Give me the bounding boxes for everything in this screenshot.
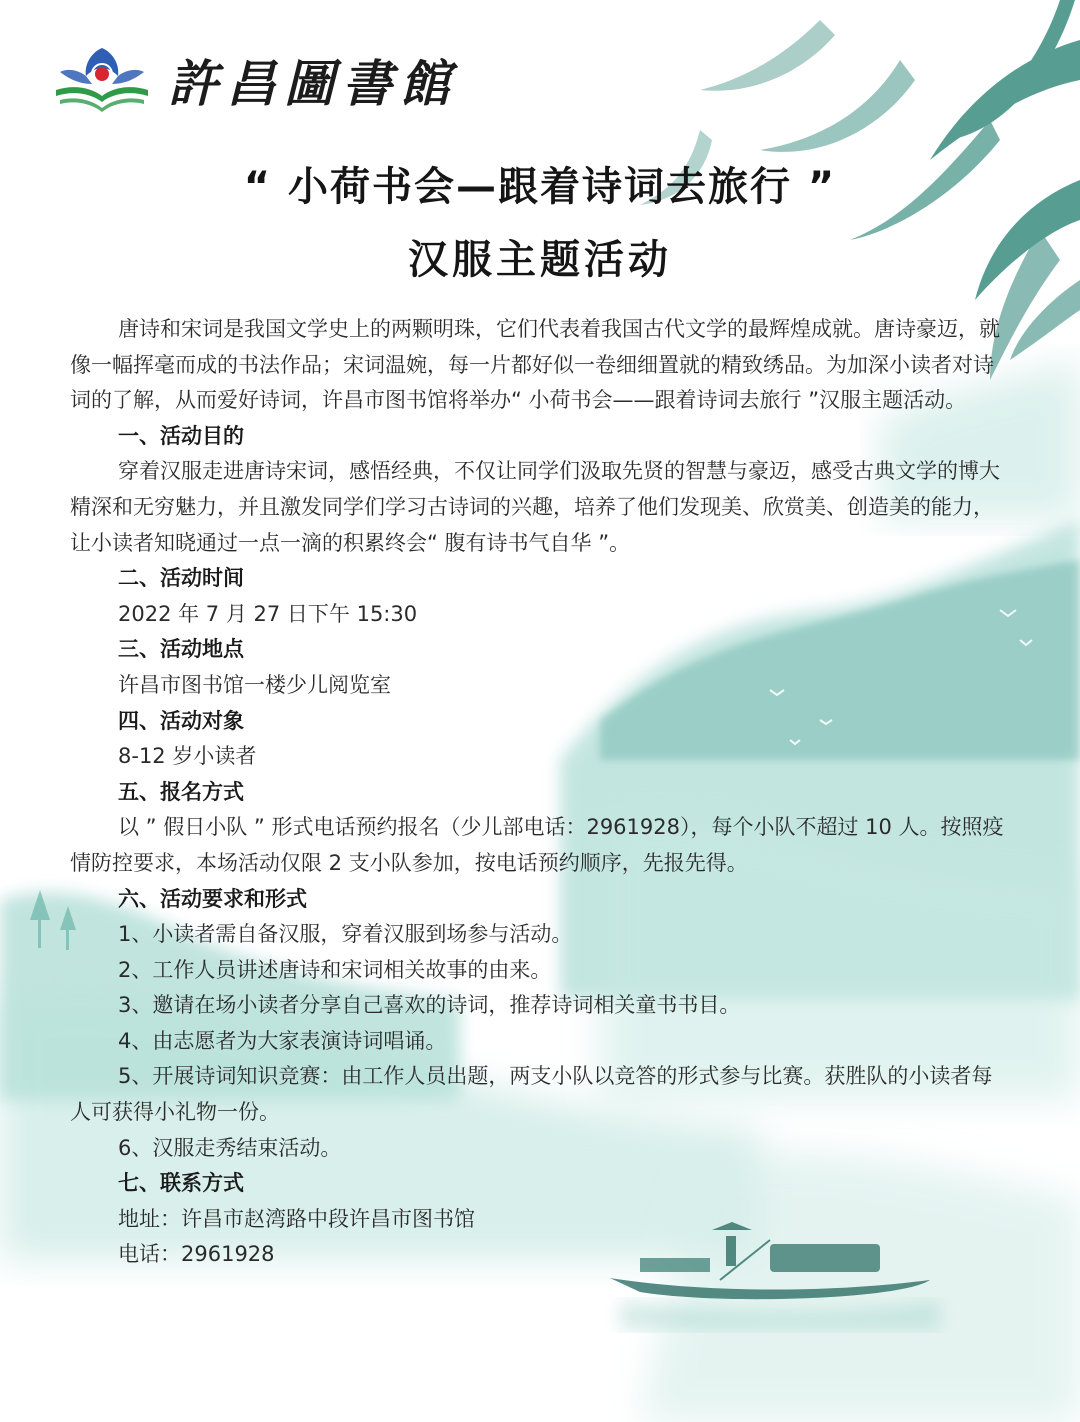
section-heading-requirements: 六、活动要求和形式: [118, 886, 307, 911]
section-heading-signup: 五、报名方式: [118, 779, 244, 804]
contact-phone: 电话：2961928: [118, 1242, 275, 1267]
section-heading-audience: 四、活动对象: [118, 708, 244, 733]
signup-text: 以 ” 假日小队 ” 形式电话预约报名（少儿部电话：2961928），每个小队不超过 10 人。按照疫情防控要求，本场活动仅限 2 支小队参加，按电话预约顺序，先报先得。: [70, 815, 1004, 875]
requirement-item: 4、由志愿者为大家表演诗词唱诵。: [118, 1028, 447, 1053]
requirement-item: 6、汉服走秀结束活动。: [118, 1135, 342, 1160]
section-heading-purpose: 一、活动目的: [118, 423, 244, 448]
contact-address: 地址：许昌市赵湾路中段许昌市图书馆: [118, 1206, 475, 1231]
event-subtitle: 汉服主题活动: [408, 237, 672, 283]
time-text: 2022 年 7 月 27 日下午 15:30: [118, 601, 418, 626]
event-title: “ 小荷书会—跟着诗词去旅行 ”: [243, 164, 837, 210]
section-heading-contact: 七、联系方式: [118, 1171, 244, 1196]
requirement-item: 1、小读者需自备汉服，穿着汉服到场参与活动。: [118, 922, 573, 947]
audience-text: 8-12 岁小读者: [118, 744, 257, 769]
library-logo-icon: [52, 42, 152, 116]
library-name: 許昌圖書館: [168, 54, 458, 113]
section-heading-time: 二、活动时间: [118, 566, 244, 591]
requirement-item: 2、工作人员讲述唐诗和宋词相关故事的由来。: [118, 957, 552, 982]
requirement-item: 5、开展诗词知识竞赛：由工作人员出题，两支小队以竞答的形式参与比赛。获胜队的小读者每人可获得小礼物一份。: [70, 1064, 993, 1125]
section-heading-place: 三、活动地点: [118, 637, 244, 662]
purpose-text: 穿着汉服走进唐诗宋词，感悟经典，不仅让同学们汲取先贤的智慧与豪迈，感受古典文学的博大精深和无穷魅力，并且激发同学们学习古诗词的兴趣，培养了他们发现美、欣赏美、创造美的能力，让小读者知晓通过一点一滴的积累终会“ 腹有诗书气自华 ”。: [70, 459, 1000, 555]
event-content: [70, 312, 1010, 1273]
place-text: 许昌市图书馆一楼少儿阅览室: [118, 672, 391, 697]
requirement-item: 3、邀请在场小读者分享自己喜欢的诗词，推荐诗词相关童书书目。: [118, 993, 741, 1018]
intro-paragraph: 唐诗和宋词是我国文学史上的两颗明珠，它们代表着我国古代文学的最辉煌成就。唐诗豪迈，就像一幅挥毫而成的书法作品；宋词温婉，每一片都好似一卷细细置就的精致绣品。为加深小读者对诗词的了解，从而爱好诗词，许昌市图书馆将举办“ 小荷书会——跟着诗词去旅行 ”汉服主题活动。: [70, 317, 1000, 413]
